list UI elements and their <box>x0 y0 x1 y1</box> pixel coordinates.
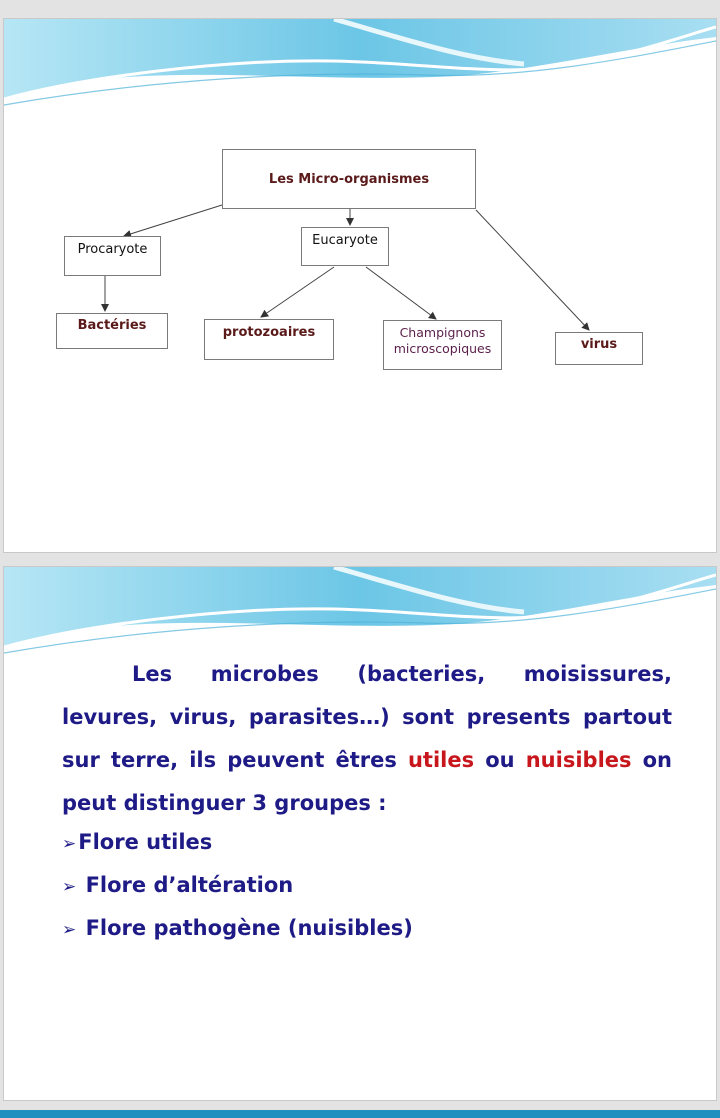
node-protozoaires: protozoaires <box>204 319 334 360</box>
bottom-accent-bar <box>0 1110 720 1118</box>
arrow-eucaryote-protozoaires <box>261 267 334 317</box>
word-ou: ou <box>485 748 515 772</box>
list-item <box>62 821 413 864</box>
arrow-bullet-icon: ➢ <box>62 920 77 940</box>
intro-paragraph <box>62 653 672 825</box>
node-virus: virus <box>555 332 643 365</box>
node-eucaryote: Eucaryote <box>301 227 389 266</box>
list-item <box>62 907 413 950</box>
arrow-eucaryote-champignons <box>366 267 436 319</box>
header-wave-decoration <box>4 567 716 657</box>
list-item-text: Flore d’altération <box>85 873 294 897</box>
arrow-root-procaryote <box>124 205 222 236</box>
slide-2 <box>3 566 717 1101</box>
arrow-bullet-icon: ➢ <box>62 877 77 897</box>
word-utiles: utiles <box>407 748 475 772</box>
list-item <box>62 864 413 907</box>
slide-1 <box>3 18 717 553</box>
node-procaryote: Procaryote <box>64 236 161 276</box>
paragraph-part2: on peut distinguer 3 groupes : <box>62 748 673 815</box>
diagram-connectors <box>4 19 716 552</box>
groups-list <box>62 821 413 950</box>
node-champignons <box>383 320 502 370</box>
word-nuisibles: nuisibles <box>525 748 632 772</box>
node-bacteries: Bactéries <box>56 313 168 349</box>
list-item-text: Flore pathogène (nuisibles) <box>85 916 413 940</box>
arrow-root-virus <box>476 210 589 330</box>
node-micro-organismes: Les Micro-organismes <box>222 149 476 209</box>
arrow-bullet-icon: ➢ <box>62 834 77 854</box>
node-champignons-line1: Champignons <box>399 325 486 340</box>
paragraph-part1: Les microbes (bacteries, moisissures, levures, virus, parasites…) sont presents partout sur terre, ils peuvent êtres <box>62 662 672 772</box>
node-champignons-line2: microscopiques <box>393 341 492 356</box>
list-item-text: Flore utiles <box>78 830 213 854</box>
